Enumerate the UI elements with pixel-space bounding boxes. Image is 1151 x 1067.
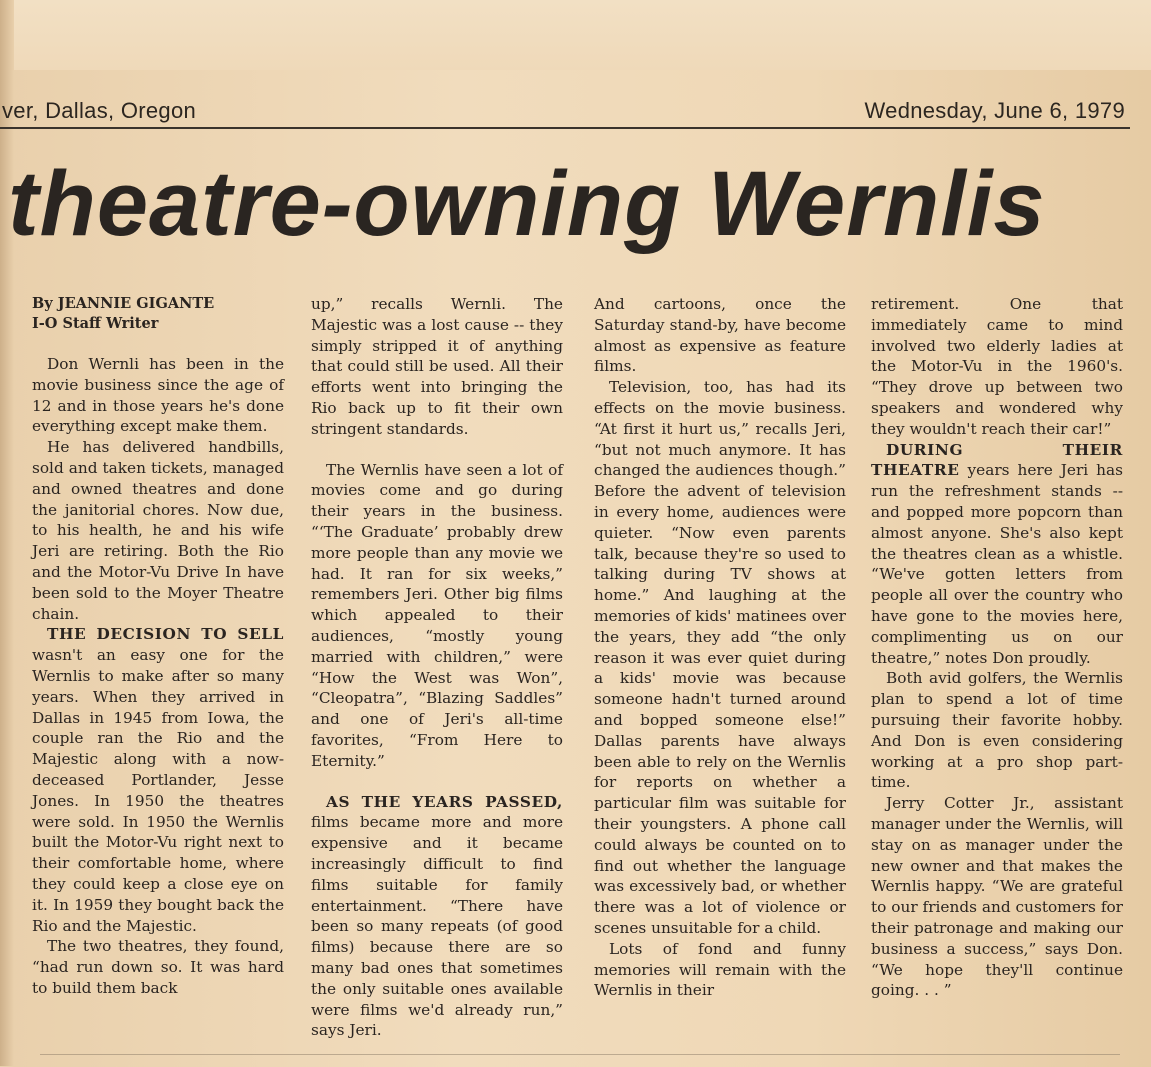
article-column-3 [594,294,846,1001]
article-column-2 [311,294,563,1041]
paper-top-margin [0,0,1151,70]
paragraph: He has delivered handbills, sold and taken tickets, managed and owned theatres and done the janitorial chores. Now due, to his health, he and his wife Jeri are retiring. Both the Rio and the Motor-Vu Drive In have been sold to the Moyer Theatre chain. [32,438,284,623]
paragraph-gap [311,440,563,460]
paragraph: Both avid golfers, the Wernlis plan to spend a lot of time pursuing their favorite hobby. And Don is even considering working at a pro shop part-time. [871,669,1123,792]
masthead-date: Wednesday, June 6, 1979 [864,98,1125,123]
byline-role: I-O Staff Writer [32,315,159,332]
paragraph: And cartoons, once the Saturday stand-by, have become almost as expensive as feature films. [594,295,846,376]
paragraph-gap [32,334,284,354]
masthead-location: ver, Dallas, Oregon [2,98,197,123]
article-column-4 [871,294,1123,1001]
byline-author: By JEANNIE GIGANTE [32,295,215,312]
paragraph: The Wernlis have seen a lot of movies come and go during their years in the business. “‘The Graduate’ probably drew more people than any movie we had. It ran for six weeks,” remembers Jeri. Other big films which appealed to their audiences, “mostly young married with children,” were “How the West was Won”, “Cleopatra”, “Blazing Saddles” and one of Jeri's all-time favorites, “From Here to Eternity.” [311,460,563,770]
paragraph: Television, too, has had its effects on the movie business. “At first it hurt us,” recalls Jeri, “but not much anymore. It has changed the audiences though.” Before the advent of television in every home, audiences were quieter. “Now even parents talk, because they're so used to talking during TV shows at home.” And laughing at the memories of kids' matinees over the years, they add “the only reason it was ever quiet during a kids' movie was because someone hadn't turned around and bopped someone else!” Dallas parents have always been able to rely on the Wernlis for reports on whether a particular film was suitable for their youngsters. A phone call could always be counted on to find out whether the language was excessively bad, or whether there was a lot of violence or scenes unsuitable for a child. [594,378,846,937]
section-lead: DURING THEIR THEATRE [871,440,1123,480]
section-lead: THE DECISION TO SELL [47,625,284,644]
paragraph: Lots of fond and funny memories will remain with the Wernlis in their [594,939,846,1000]
paragraph-text: wasn't an easy one for the Wernlis to make after so many years. When they arrived in Dallas in 1945 from Iowa, the couple ran the Rio and the Majestic along with a now-deceased Portlander, Jesse Jones. In 1950 the theatres were sold. In 1950 the Wernlis built the Motor-Vu right next to their comfortable home, where they could keep a close eye on it. In 1959 they bought back the Rio and the Majestic. [32,646,284,935]
paragraph: The two theatres, they found, “had run down so. It was hard to build them back [32,937,284,997]
article-headline: theatre-owning Wernlis [8,153,1046,255]
paragraph [311,792,563,1042]
paragraph [871,440,1123,669]
paragraph: retirement. One that immediately came to mind involved two elderly ladies at the Motor-Vu in the 1960's. “They drove up between two speakers and wondered why they wouldn't reach their car!” [871,295,1123,438]
masthead-rule [0,127,1130,129]
paragraph [32,624,284,936]
section-lead: AS THE YEARS PASSED, [326,792,563,811]
article-column-1 [32,294,284,999]
paragraph-text: years here Jeri has run the refreshment stands -- and popped more popcorn than almost anyone. She's also kept the theatres clean as a whistle. “We've gotten letters from people all over the country who have gone to the movies here, complimenting us on our theatre,” notes Don proudly. [871,461,1123,667]
paragraph-text: films became more and more expensive and it became increasingly difficult to find films suitable for family entertainment. “There have been so many repeats (of good films) because there are so many bad ones that sometimes the only suitable ones available were films we'd already run,” says Jeri. [311,813,563,1040]
paragraph-gap [311,772,563,792]
paragraph: up,” recalls Wernli. The Majestic was a lost cause -- they simply stripped it of anything that could still be used. All their efforts went into bringing the Rio back up to fit their own stringent standards. [311,295,563,438]
paragraph: Jerry Cotter Jr., assistant manager under the Wernlis, will stay on as manager under the new owner and that makes the Wernlis happy. “We are grateful to our friends and customers for their patronage and making our business a success,” says Don. “We hope they'll continue going. . . ” [871,794,1123,1000]
torn-bottom-edge [40,1054,1120,1067]
paragraph: Don Wernli has been in the movie business since the age of 12 and in those years he's done everything except make them. [32,355,284,436]
